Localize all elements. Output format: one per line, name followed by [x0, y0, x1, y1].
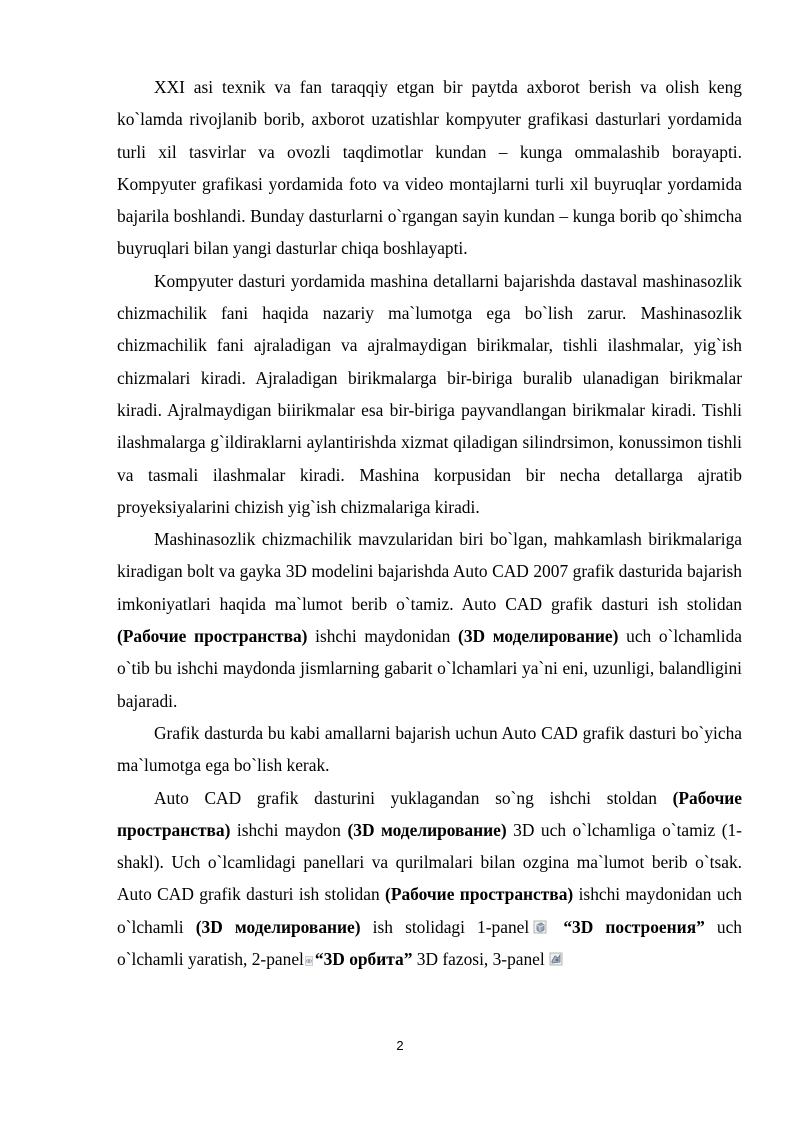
bold-term: (Рабочие пространства)	[117, 626, 308, 647]
paragraph-4: Grafik dasturda bu kabi amallarni bajarish uchun Auto CAD grafik dasturi bo`yicha ma`lumotga ega bo`lish kerak.	[117, 722, 742, 776]
document-body	[117, 71, 742, 975]
text-run: 3D fazosi, 3-panel	[412, 949, 545, 970]
text-run: ishchi maydonidan	[307, 626, 459, 647]
3d-tool-icon	[549, 952, 563, 966]
paragraph-2: Kompyuter dasturi yordamida mashina detallarni bajarishda dastaval mashinasozlik chizmachilik fani haqida nazariy ma`lumotga ega bo`lish zarur. Mashinasozlik chizmachilik fani ajraladigan va ajralmaydigan birikmalar, tishli ilashmalar, yig`ish chizmalari kiradi. Ajraladigan birikmalarga bir-biriga buralib ulanadigan birikmalar kiradi. Ajralmaydigan biirikmalar esa bir-biriga payvandlangan birikmalar kiradi. Tishli ilashmalarga g`ildiraklarni aylantirishda xizmat qiladigan silindrsimon, konussimon tishli va tasmali ilashmalar kiradi. Mashina korpusidan bir necha detallarga ajratib proyeksiyalarini chizish yig`ish chizmalariga kiradi.	[117, 270, 742, 517]
bold-term: “3D орбита”	[314, 949, 413, 970]
text-run: 3D uch o`lchamliga o`tamiz (1-shakl). Uch o`lcamlidagi panellari va qurilmalari bilan ozgina ma`lumot berib o`tsak. Auto CAD grafik dasturi ish stolidan	[117, 819, 742, 905]
text-run: uch o`lchamli yaratish, 2-panel	[117, 916, 743, 970]
bold-term: (3D моделирование)	[195, 916, 361, 937]
text-run: ishchi maydon	[230, 819, 348, 840]
paragraph-3	[117, 523, 742, 717]
text-run: ish stolidagi 1-panel	[360, 916, 530, 937]
paragraph-5	[117, 782, 742, 976]
bold-term: (Рабочие пространства)	[117, 787, 742, 840]
page-number: 2	[396, 1038, 404, 1053]
bold-term: (Рабочие пространства)	[385, 884, 574, 905]
bold-term: (3D моделирование)	[458, 626, 619, 647]
text-run: ishchi maydonidan uch o`lchamli	[117, 884, 742, 937]
paragraph-1: XXI asi texnik va fan taraqqiy etgan bir paytda axborot berish va olish keng ko`lamda rivojlanib borib, axborot uzatishlar kompyuter grafikasi dasturlari yordamida turli xil tasvirlar va ovozli taqdimotlar kundan – kunga ommalashib borayapti. Kompyuter grafikasi yordamida foto va video montajlarni turli xil buyruqlar yordamida bajarila boshlandi. Bunday dasturlarni o`rgangan sayin kundan – kunga borib qo`shimcha buyruqlari bilan yangi dasturlar chiqa boshlayapti.	[117, 77, 742, 259]
text-run: Mashinasozlik chizmachilik mavzularidan biri bo`lgan, mahkamlash birikmalariga kiradigan bolt va gayka 3D modelini bajarishda Auto CAD 2007 grafik dasturida bajarish imkoniyatlari haqida ma`lumot berib o`tamiz. Auto CAD grafik dasturi ish stolidan	[117, 529, 742, 614]
text-run: uch o`lchamlida o`tib bu ishchi maydonda jismlarning gabarit o`lchamlari ya`ni eni, uzunligi, balandligini bajaradi.	[117, 626, 742, 711]
3d-orbit-icon	[305, 956, 313, 966]
bold-term: (3D моделирование)	[347, 819, 507, 840]
text-run: Auto CAD grafik dasturini yuklagandan so`ng ishchi stoldan	[154, 787, 673, 808]
3d-build-icon	[533, 920, 547, 934]
bold-term: “3D построения”	[563, 916, 705, 937]
